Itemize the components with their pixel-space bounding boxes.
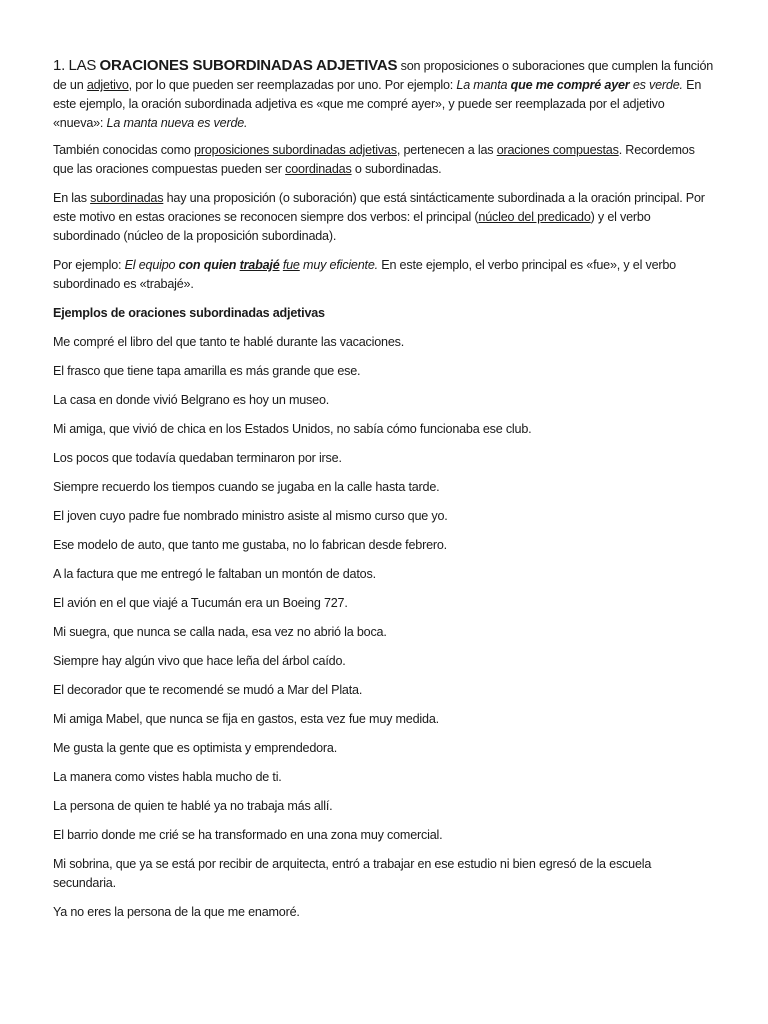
p4-bold-underlined: trabajé xyxy=(239,258,280,272)
section-title: ORACIONES SUBORDINADAS ADJETIVAS xyxy=(99,57,398,74)
link-oraciones-compuestas[interactable]: oraciones compuestas xyxy=(496,143,619,157)
intro-example-1a: La manta xyxy=(456,78,511,92)
example-item: A la factura que me entregó le faltaban un montón de datos. xyxy=(53,567,376,581)
example-item: Me compré el libro del que tanto te hablé durante las vacaciones. xyxy=(53,335,405,349)
example-item: Mi amiga, que vivió de chica en los Estados Unidos, no sabía cómo funcionaba ese club. xyxy=(53,422,532,436)
example-item: Ese modelo de auto, que tanto me gustaba, no lo fabrican desde febrero. xyxy=(53,538,447,552)
p4-text-1: Por ejemplo: xyxy=(53,258,125,272)
intro-example-1b: que me compré ayer xyxy=(510,78,630,92)
paragraph-2 xyxy=(53,141,715,179)
example-item: Los pocos que todavía quedaban terminaron por irse. xyxy=(53,451,342,465)
example-item: Mi suegra, que nunca se calla nada, esa vez no abrió la boca. xyxy=(53,625,387,639)
intro-example-1c: es verde. xyxy=(629,78,683,92)
example-item: El joven cuyo padre fue nombrado ministro asiste al mismo curso que yo. xyxy=(53,509,448,523)
example-item: La manera como vistes habla mucho de ti. xyxy=(53,770,282,784)
section-number: 1. xyxy=(53,57,66,74)
example-item: El avión en el que viajé a Tucumán era un Boeing 727. xyxy=(53,596,348,610)
p3-text-2: hay una proposición (o suboración) que está sintácticamente subordinada a la oración principal. Por este motivo en estas oraciones se reconocen siempre dos verbos: el principal ( xyxy=(53,191,705,224)
example-item: El decorador que te recomendé se mudó a Mar del Plata. xyxy=(53,683,363,697)
examples-list xyxy=(53,333,715,922)
example-item: La casa en donde vivió Belgrano es hoy un museo. xyxy=(53,393,330,407)
document-page xyxy=(53,56,715,932)
example-item: Me gusta la gente que es optimista y emprendedora. xyxy=(53,741,338,755)
example-item: Ya no eres la persona de la que me enamoré. xyxy=(53,905,300,919)
link-adjetivo[interactable]: adjetivo xyxy=(86,78,129,92)
link-proposiciones[interactable]: proposiciones subordinadas adjetivas xyxy=(194,143,397,157)
example-item: Siempre hay algún vivo que hace leña del árbol caído. xyxy=(53,654,346,668)
p3-text-3: ) y el verbo subordinado (núcleo de la proposición subordinada). xyxy=(53,210,651,243)
example-item: Siempre recuerdo los tiempos cuando se jugaba en la calle hasta tarde. xyxy=(53,480,440,494)
example-item: Mi amiga Mabel, que nunca se fija en gastos, esta vez fue muy medida. xyxy=(53,712,439,726)
link-nucleo-predicado[interactable]: núcleo del predicado xyxy=(478,210,591,224)
example-item: El barrio donde me crié se ha transformado en una zona muy comercial. xyxy=(53,828,443,842)
intro-example-2: La manta nueva es verde. xyxy=(106,116,248,130)
p4-underlined: fue xyxy=(282,258,300,272)
intro-text-3: En este ejemplo, la oración subordinada adjetiva es «que me compré ayer», y puede ser reemplazada por el adjetivo «nueva»: xyxy=(53,78,702,130)
p4-bold-1: con quien xyxy=(178,258,240,272)
intro-text-1: son proposiciones o suboraciones que cumplen la función de un xyxy=(53,59,714,92)
intro-text-2: , por lo que pueden ser reemplazadas por uno. Por ejemplo: xyxy=(128,78,457,92)
p4-text-2: En este ejemplo, el verbo principal es «fue», y el verbo subordinado es «trabajé». xyxy=(53,258,676,291)
p2-text-4: o subordinadas. xyxy=(351,162,442,176)
link-subordinadas[interactable]: subordinadas xyxy=(90,191,164,205)
paragraph-3 xyxy=(53,189,715,246)
p4-italic-2: muy eficiente. xyxy=(299,258,378,272)
paragraph-4 xyxy=(53,256,715,294)
p2-text-3: . Recordemos que las oraciones compuestas pueden ser xyxy=(53,143,695,176)
example-item: La persona de quien te hablé ya no trabaja más allí. xyxy=(53,799,333,813)
p2-text-2: , pertenecen a las xyxy=(396,143,497,157)
intro-las: LAS xyxy=(68,57,97,74)
examples-heading: Ejemplos de oraciones subordinadas adjetivas xyxy=(53,306,325,320)
link-coordinadas[interactable]: coordinadas xyxy=(285,162,352,176)
p4-italic-1: El equipo xyxy=(124,258,179,272)
example-item: Mi sobrina, que ya se está por recibir de arquitecta, entró a trabajar en ese estudio ni bien egresó de la escuela secundaria. xyxy=(53,857,652,890)
p3-text-1: En las xyxy=(53,191,91,205)
p2-text-1: También conocidas como xyxy=(53,143,195,157)
example-item: El frasco que tiene tapa amarilla es más grande que ese. xyxy=(53,364,361,378)
intro-paragraph xyxy=(53,56,715,133)
